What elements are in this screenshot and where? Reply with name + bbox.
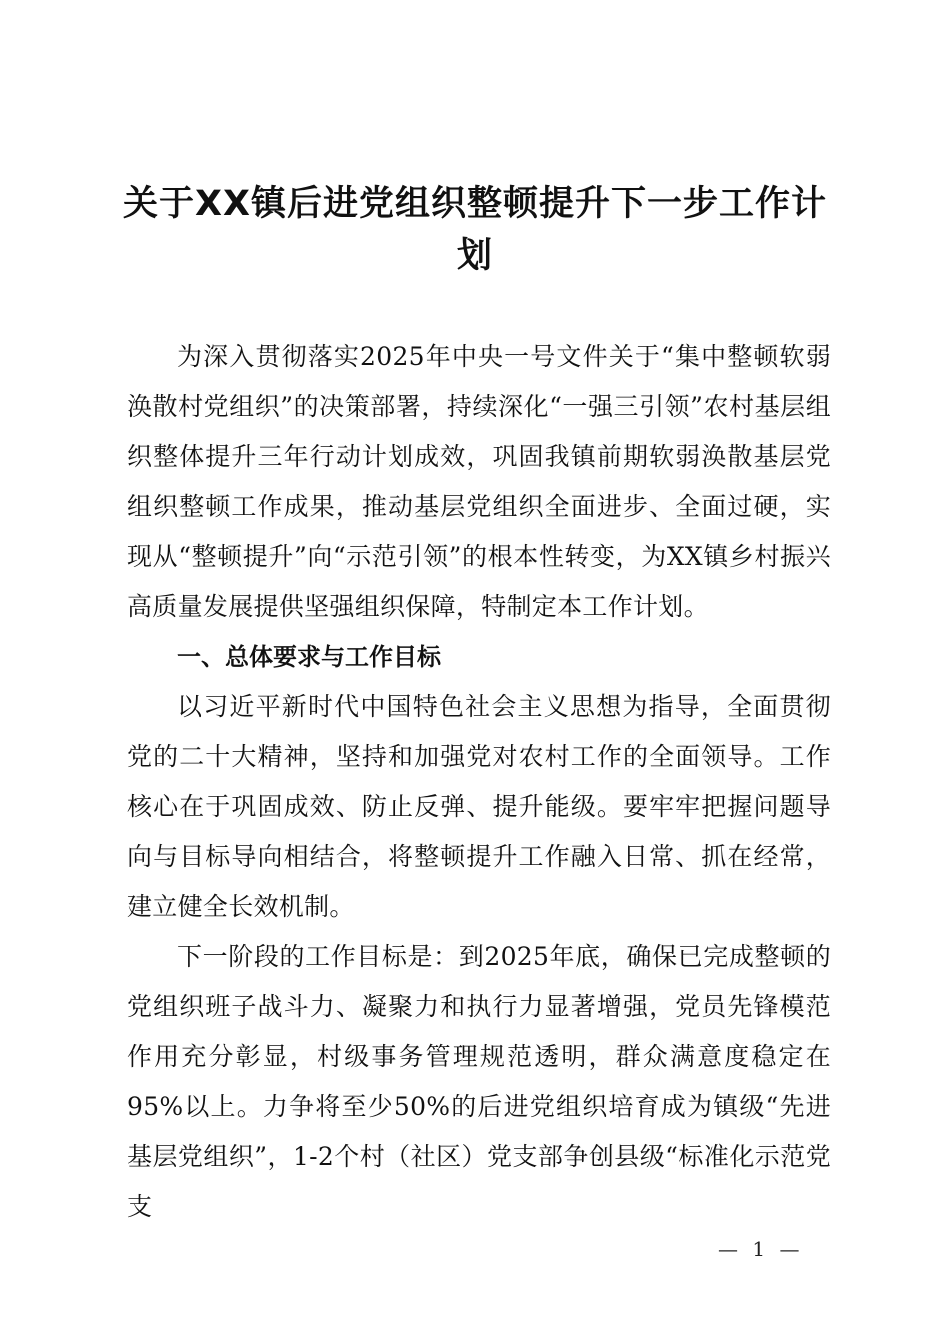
requirements-paragraph: 以习近平新时代中国特色社会主义思想为指导，全面贯彻党的二十大精神，坚持和加强党对农村工作的全面领导。工作核心在于巩固成效、防止反弹、提升能级。要牢牢把握问题导向与目标导向相结合，将整顿提升工作融入日常、抓在经常，建立健全长效机制。: [127, 692, 831, 921]
document-body: [127, 332, 831, 1232]
section-heading-1: 一、总体要求与工作目标: [177, 643, 441, 671]
document-title: 关于XX镇后进党组织整顿提升下一步工作计划: [123, 184, 827, 276]
goals-paragraph: 下一阶段的工作目标是：到2025年底，确保已完成整顿的党组织班子战斗力、凝聚力和执行力显著增强，党员先锋模范作用充分彰显，村级事务管理规范透明，群众满意度稳定在95%以上。力争将至少50%的后进党组织培育成为镇级“先进基层党组织”，1-2个村（社区）党支部争创县级“标准化示范党支: [127, 942, 831, 1221]
intro-paragraph: 为深入贯彻落实2025年中央一号文件关于“集中整顿软弱涣散村党组织”的决策部署，持续深化“一强三引领”农村基层组织整体提升三年行动计划成效，巩固我镇前期软弱涣散基层党组织整顿工作成果，推动基层党组织全面进步、全面过硬，实现从“整顿提升”向“示范引领”的根本性转变，为XX镇乡村振兴高质量发展提供坚强组织保障，特制定本工作计划。: [127, 342, 831, 621]
page-number: — 1 —: [718, 1237, 804, 1261]
